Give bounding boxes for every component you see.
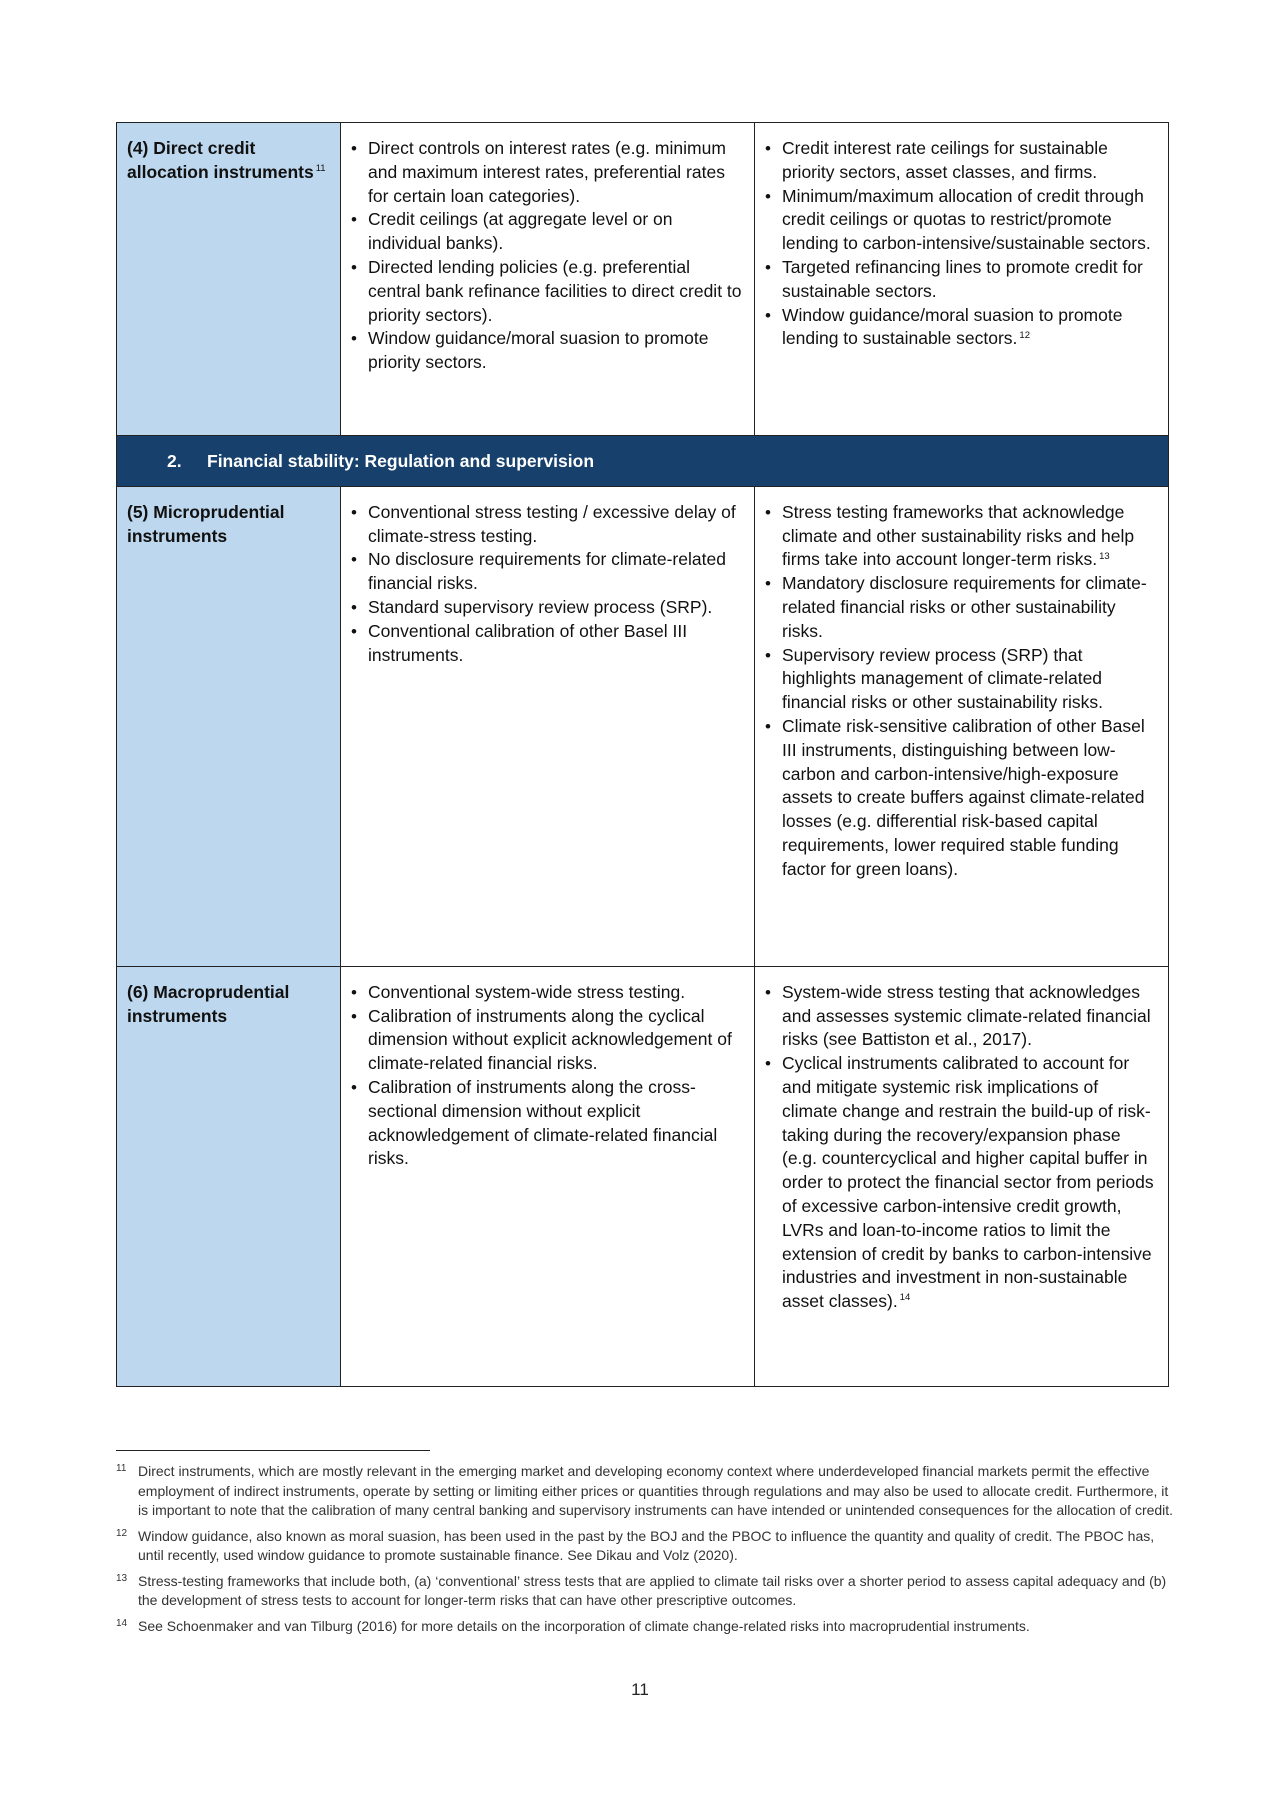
footnote-number: 12: [116, 1527, 128, 1539]
table-row-direct-credit: [117, 123, 1169, 436]
row-label: (6) Macroprudential instruments: [127, 981, 290, 1026]
table-row-microprudential: [117, 486, 1169, 966]
conventional-instruments-cell: [341, 486, 755, 966]
footnote-ref: 13: [1099, 550, 1110, 562]
footnote-ref: 11: [315, 162, 326, 174]
list-item: • Calibration of instruments along the cross-sectional dimension without explicit acknowledgement of climate-related financial risks.: [351, 1076, 744, 1171]
list-item: • Standard supervisory review process (SRP).: [351, 596, 744, 620]
list-item: [765, 1052, 1158, 1314]
footnote: [116, 1572, 1174, 1611]
list-item: • Calibration of instruments along the cyclical dimension without explicit acknowledgement of climate-related financial risks.: [351, 1005, 744, 1076]
list-item-text: Cyclical instruments calibrated to account for and mitigate systemic risk implications of climate change and restrain the build-up of risk-taking during the recovery/expansion phase (e.g. countercyclical and higher capital buffer in order to protect the financial sector from periods of excessive carbon-intensive credit growth, LVRs and loan-to-income ratios to limit the extension of credit by banks to carbon-intensive industries and investment in non-sustainable asset classes).: [782, 1053, 1154, 1312]
list-item: • Minimum/maximum allocation of credit through credit ceilings or quotas to restrict/promote lending to carbon-intensive/sustainable sectors.: [765, 185, 1158, 256]
row-label: (5) Microprudential instruments: [127, 501, 285, 546]
page-number: 11: [631, 1680, 649, 1699]
policy-instruments-table: [116, 122, 1169, 1387]
list-item: • Conventional system-wide stress testing.: [351, 981, 744, 1005]
list-item: • Targeted refinancing lines to promote credit for sustainable sectors.: [765, 256, 1158, 304]
list-item: • Mandatory disclosure requirements for climate-related financial risks or other sustainability risks.: [765, 572, 1158, 643]
footnote-number: 11: [116, 1463, 127, 1474]
row-label-cell: [117, 966, 341, 1386]
footnote: [116, 1462, 1174, 1521]
list-item: • Climate risk-sensitive calibration of other Basel III instruments, distinguishing between low-carbon and carbon-intensive/high-exposure assets to create buffers against climate-related losses (e.g. differential risk-based capital requirements, lower required stable funding factor for green loans).: [765, 715, 1158, 882]
list-item: • System-wide stress testing that acknowledges and assesses systemic climate-related financial risks (see Battiston et al., 2017).: [765, 981, 1158, 1052]
footnote-divider: [116, 1450, 430, 1451]
list-item: • No disclosure requirements for climate-related financial risks.: [351, 548, 744, 596]
footnote-text: Window guidance, also known as moral suasion, has been used in the past by the BOJ and the PBOC to influence the quantity and quality of credit. The PBOC has, until recently, used window guidance to promote sustainable finance. See Dikau and Volz (2020).: [138, 1527, 1155, 1563]
list-item: • Conventional calibration of other Basel III instruments.: [351, 620, 744, 668]
list-item: • Window guidance/moral suasion to promote priority sectors.: [351, 327, 744, 375]
conventional-instruments-cell: [341, 966, 755, 1386]
list-item: • Credit interest rate ceilings for sustainable priority sectors, asset classes, and firms.: [765, 137, 1158, 185]
row-label-cell: [117, 123, 341, 436]
list-item: • Conventional stress testing / excessive delay of climate-stress testing.: [351, 501, 744, 549]
row-label-cell: [117, 486, 341, 966]
footnote: [116, 1617, 1174, 1637]
list-item: • Supervisory review process (SRP) that highlights management of climate-related financial risks or other sustainability risks.: [765, 644, 1158, 715]
list-item-text: Stress testing frameworks that acknowledge climate and other sustainability risks and help firms take into account longer-term risks.: [782, 501, 1135, 570]
list-item: • Credit ceilings (at aggregate level or on individual banks).: [351, 208, 744, 256]
footnote-number: 14: [116, 1617, 128, 1629]
footnote-number: 13: [116, 1572, 128, 1584]
green-instruments-cell: [755, 486, 1169, 966]
list-item: • Direct controls on interest rates (e.g. minimum and maximum interest rates, preferential rates for certain loan categories).: [351, 137, 744, 208]
green-instruments-cell: [755, 123, 1169, 436]
list-item: [765, 304, 1158, 352]
section-header-cell: [117, 436, 1169, 487]
row-label: (4) Direct credit allocation instruments: [127, 138, 314, 182]
footnotes: [116, 1462, 1174, 1642]
list-item: • Directed lending policies (e.g. preferential central bank refinance facilities to direct credit to priority sectors).: [351, 256, 744, 327]
footnote-text: See Schoenmaker and van Tilburg (2016) for more details on the incorporation of climate change-related risks into macroprudential instruments.: [138, 1617, 1030, 1634]
section-title: Financial stability: Regulation and supervision: [207, 451, 595, 471]
section-header-row: [117, 436, 1169, 487]
footnote-text: Direct instruments, which are mostly relevant in the emerging market and developing economy context where underdeveloped financial markets permit the effective employment of indirect instruments, operate by setting or limiting either prices or quantities through regulations and may also be used to allocate credit. Furthermore, it is important to note that the calibration of many central banking and supervisory instruments can have intended or unintended consequences for the allocation of credit.: [138, 1463, 1174, 1518]
footnote-ref: 12: [1019, 329, 1030, 341]
footnote-text: Stress-testing frameworks that include both, (a) ‘conventional’ stress tests that are applied to climate tail risks over a shorter period to assess capital adequacy and (b) the development of stress tests to account for longer-term risks that can have other prescriptive outcomes.: [138, 1572, 1167, 1608]
list-item-text: Window guidance/moral suasion to promote lending to sustainable sectors.: [782, 304, 1123, 349]
section-number: 2.: [167, 451, 182, 471]
conventional-instruments-cell: [341, 123, 755, 436]
footnote-ref: 14: [899, 1292, 911, 1304]
list-item: [765, 501, 1158, 572]
footnote: [116, 1527, 1174, 1566]
green-instruments-cell: [755, 966, 1169, 1386]
table-row-macroprudential: [117, 966, 1169, 1386]
